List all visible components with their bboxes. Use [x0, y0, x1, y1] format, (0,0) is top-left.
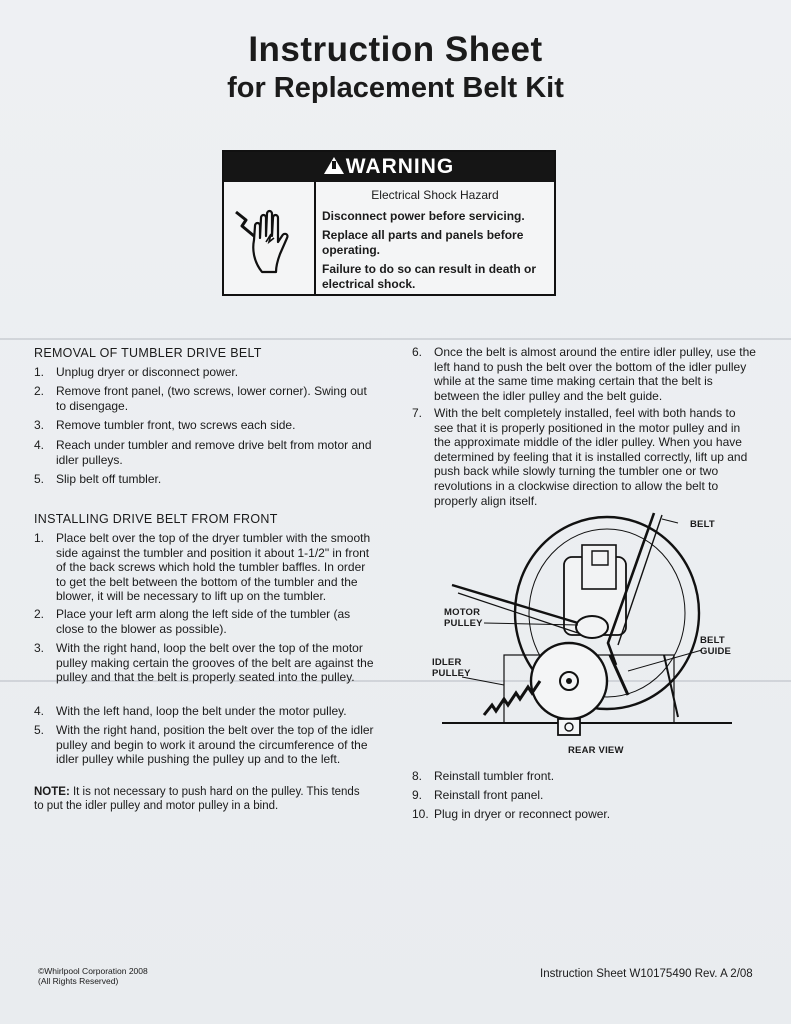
step-number: 2. [34, 607, 45, 621]
belt-diagram-drawing [432, 505, 752, 760]
step-number: 7. [412, 406, 423, 420]
copyright-line: (All Rights Reserved) [38, 976, 119, 986]
step-text: Plug in dryer or reconnect power. [434, 807, 611, 821]
warning-header [224, 152, 554, 182]
step-number: 2. [34, 384, 45, 398]
belt-label: BELT [690, 519, 715, 530]
step-text: With the belt completely installed, feel with both hands to see that it is properly positioned in the motor pulley and in the approximate middle of the idler pulley. When you have determined by feeling that it is installed correctly, lift up and push back while slowly turning the tumbler one or two revolutions in a clockwise direction to allow the belt to properly align itself. [434, 406, 748, 508]
page-subtitle: for Replacement Belt Kit [227, 72, 564, 104]
note-label: NOTE: [34, 786, 70, 798]
warning-header-label: WARNING [345, 155, 455, 178]
step-text: Slip belt off tumbler. [56, 472, 162, 486]
belt-guide-label: BELT GUIDE [700, 635, 732, 657]
step-text: Place your left arm along the left side of the tumbler (as close to the blower as possible). [56, 607, 351, 636]
motor-pulley-label: MOTOR PULLEY [444, 607, 483, 629]
step-number: 4. [34, 438, 45, 452]
warning-box [222, 150, 556, 296]
warning-line: Disconnect power before servicing. [322, 209, 525, 223]
page-title: Instruction Sheet [248, 30, 543, 69]
warning-triangle-icon [324, 157, 344, 174]
step-text: With the right hand, loop the belt over the top of the motor pulley making certain the grooves of the belt are against the pulley and that the belt is properly seated into the pulley. [56, 641, 374, 685]
warning-line: Failure to do so can result in death or electrical shock. [322, 262, 537, 291]
step-number: 6. [412, 345, 423, 359]
step-number: 8. [412, 769, 423, 783]
step-number: 1. [34, 365, 45, 379]
note-text: It is not necessary to push hard on the pulley. This tends to put the idler pulley and motor pulley in a bind. [34, 786, 360, 812]
step-number: 10. [412, 807, 429, 821]
step-text: Reinstall tumbler front. [434, 769, 555, 783]
warning-line: Replace all parts and panels before operating. [322, 228, 524, 257]
step-text: Remove front panel, (two screws, lower corner). Swing out to disengage. [56, 384, 367, 413]
copyright [38, 966, 148, 986]
step-number: 9. [412, 788, 423, 802]
warning-text [322, 188, 548, 296]
step-number: 3. [34, 418, 45, 432]
sheet-id: Instruction Sheet W10175490 Rev. A 2/08 [540, 968, 753, 980]
step-number: 5. [34, 472, 45, 486]
step-text: Unplug dryer or disconnect power. [56, 365, 239, 379]
step-text: Remove tumbler front, two screws each side. [56, 418, 296, 432]
step-text: With the right hand, position the belt over the top of the idler pulley and begin to work it around the circumference of the idler pulley while pushing the pulley up and to the left. [56, 723, 374, 767]
step-text: With the left hand, loop the belt under the motor pulley. [56, 704, 347, 718]
step-number: 4. [34, 704, 45, 718]
copyright-line: ©Whirlpool Corporation 2008 [38, 966, 148, 976]
step-number: 5. [34, 723, 45, 737]
electrical-shock-hand-icon [224, 182, 316, 294]
belt-diagram [432, 505, 752, 760]
installing-section-title: INSTALLING DRIVE BELT FROM FRONT [34, 512, 278, 526]
step-text: Place belt over the top of the dryer tumbler with the smooth side against the tumbler and position it about 1-1/2" in front of the back screws which hold the tumbler baffles. In order to get the belt between the bottom of the tumbler and the blower, it will be necessary to lift up on the tumbler. [56, 531, 371, 604]
note [34, 785, 370, 813]
fold-line [0, 338, 791, 340]
removal-section-title: REMOVAL OF TUMBLER DRIVE BELT [34, 346, 262, 360]
step-number: 3. [34, 641, 45, 655]
step-number: 1. [34, 531, 45, 545]
step-text: Once the belt is almost around the entire idler pulley, use the left hand to push the belt over the bottom of the idler pulley while at the same time making certain that the belt is between the idler pulley and the belt guide. [434, 345, 756, 403]
step-text: Reinstall front panel. [434, 788, 544, 802]
step-text: Reach under tumbler and remove drive belt from motor and idler pulleys. [56, 438, 372, 467]
warning-hazard: Electrical Shock Hazard [371, 188, 499, 202]
rear-view-label: REAR VIEW [568, 745, 624, 756]
idler-pulley-label: IDLER PULLEY [432, 657, 471, 679]
